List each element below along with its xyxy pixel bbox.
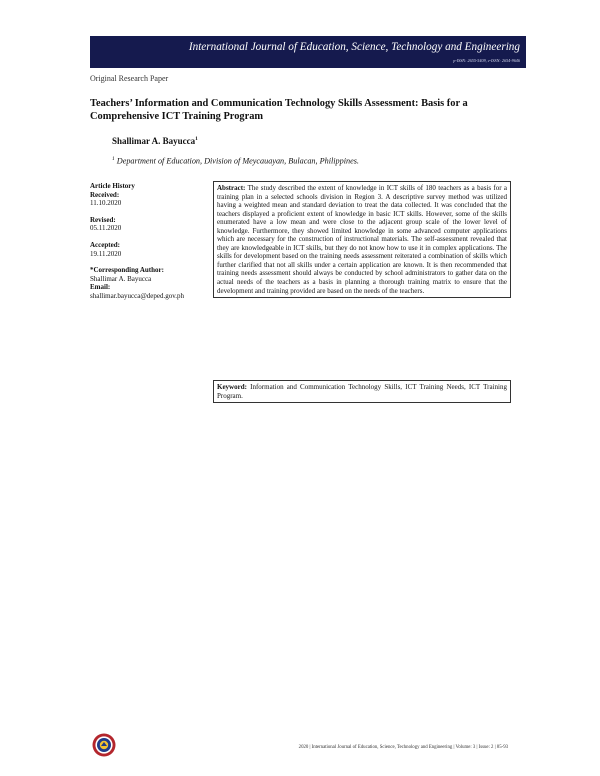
keyword-box <box>213 380 511 403</box>
accepted-date: 19.11.2020 <box>90 249 122 258</box>
journal-seal-icon <box>92 733 116 757</box>
article-history-heading: Article History <box>90 182 135 190</box>
keyword-text: Information and Communication Technology Skills, ICT Training Needs, ICT Training Program. <box>217 383 507 400</box>
abstract-label: Abstract: <box>217 184 246 192</box>
author-name <box>112 136 198 146</box>
paper-title: Teachers’ Information and Communication Technology Skills Assessment: Basis for a Comprehensive ICT Training Program <box>90 98 468 122</box>
email-address: shallimar.bayucca@deped.gov.ph <box>90 291 185 300</box>
received-label: Received: <box>90 190 120 199</box>
paper-type: Original Research Paper <box>90 74 169 83</box>
article-history-sidebar <box>90 182 210 301</box>
affiliation <box>112 156 359 166</box>
author-superscript: 1 <box>195 136 198 142</box>
page-footer: 2020 | International Journal of Education, Science, Technology and Engineering | Volume: 3 | Issue: 2 | 85-93 <box>298 745 508 750</box>
revised-date: 05.11.2020 <box>90 224 122 233</box>
affiliation-text: Department of Education, Division of Meycauayan, Bulacan, Philippines. <box>116 156 359 166</box>
author-name-text: Shallimar A. Bayucca <box>112 136 196 146</box>
revised-label: Revised: <box>90 215 116 224</box>
journal-title: International Journal of Education, Science, Technology and Engineering <box>188 41 520 53</box>
journal-header-banner <box>90 36 526 68</box>
affiliation-superscript: 1 <box>112 156 115 162</box>
received-date: 11.10.2020 <box>90 199 122 208</box>
corresponding-author-label: *Corresponding Author: <box>90 266 164 275</box>
accepted-label: Accepted: <box>90 240 120 249</box>
journal-issn: p-ISSN: 2655-5409, e-ISSN: 2654-9646 <box>453 58 520 63</box>
corresponding-author-name: Shallimar A. Bayucca <box>90 274 152 283</box>
keyword-label: Keyword: <box>217 383 247 391</box>
abstract-box <box>213 181 511 298</box>
abstract-text: The study described the extent of knowledge in ICT skills of 180 teachers as a basis for a training plan in a selected schools division in Region 3. A descriptive survey method was utilized having a weighted mean and standard deviation to treat the data collected. It was concluded that the teachers displayed a proficient extent of knowledge in basic ICT skills. However, some of the skills enumerated have a low mean and were close to the adjacent group scale of the lower level of knowledge. Furthermore, they showed limited knowledge in some advanced computer applications which are necessary for the construction of instructional materials. The self-assessment revealed that they are knowledgeable in ICT skills, but they do not know how to use it in complex applications. The skills for development based on the training needs assessment reiterated a combination of skills which further clarified that not all skills under a certain application are known. It is then recommended that training needs assessment should always be conducted by school administrators to gather data on the actual needs of the teachers as a basis in planning a thorough training matrix to ensure that the development and training provided are based on the needs of the teachers. <box>217 184 507 295</box>
email-label: Email: <box>90 283 111 292</box>
